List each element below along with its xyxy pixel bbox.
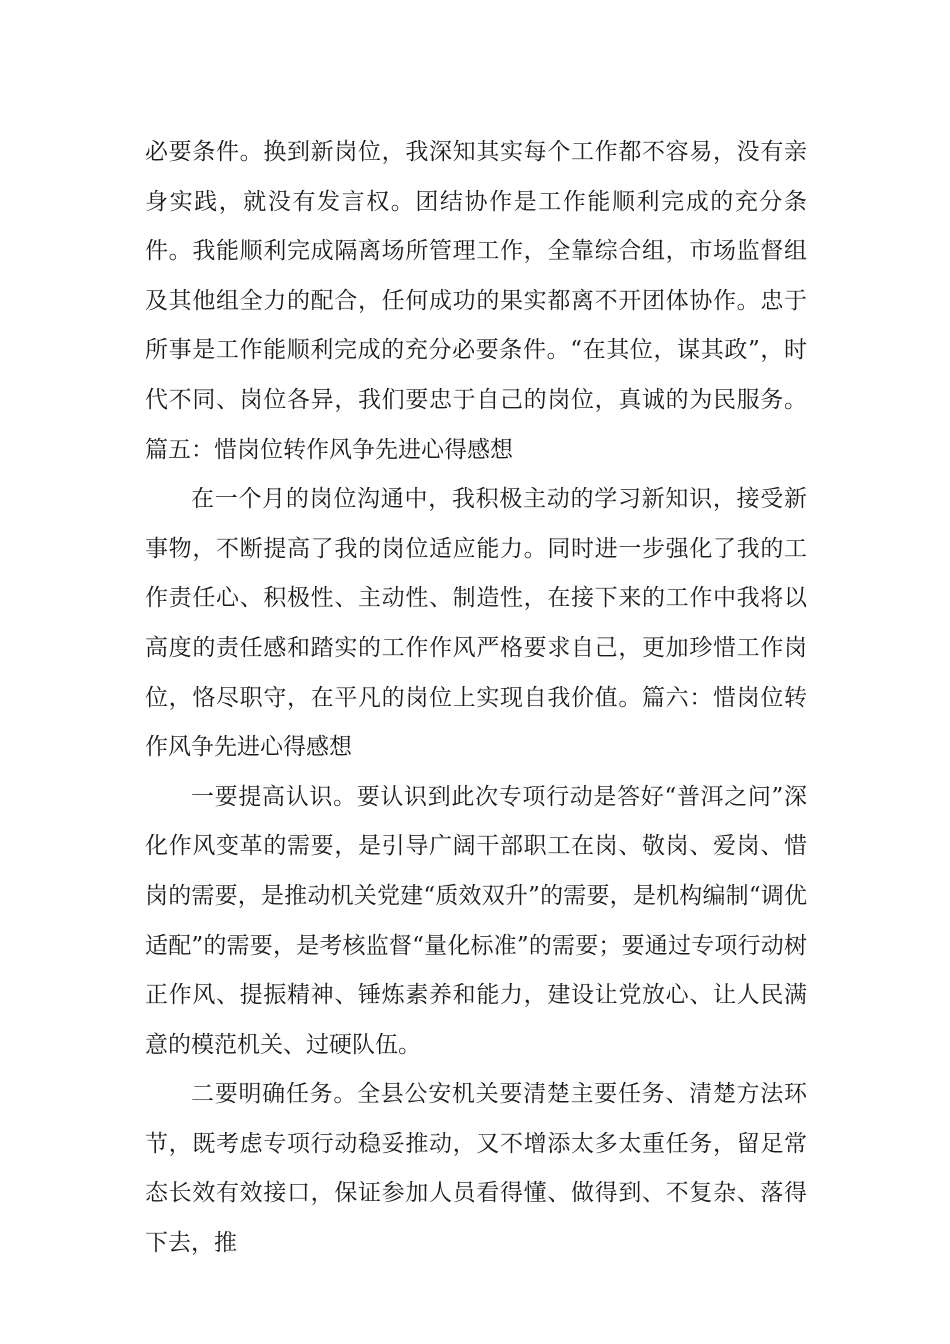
document-body bbox=[145, 128, 807, 1269]
paragraph-3: 一要提高认识。要认识到此次专项行动是答好“普洱之问”深化作风变革的需要，是引导广阔干部职工在岗、敬岗、爱岗、惜岗的需要，是推动机关党建“质效双升”的需要，是机构编制“调优适配”的需要，是考核监督“量化标准”的需要；要通过专项行动树正作风、提振精神、锤炼素养和能力，建设让党放心、让人民满意的模范机关、过硬队伍。 bbox=[145, 783, 807, 1058]
paragraph-2: 在一个月的岗位沟通中，我积极主动的学习新知识，接受新事物，不断提高了我的岗位适应能力。同时进一步强化了我的工作责任心、积极性、主动性、制造性，在接下来的工作中我将以高度的责任感和踏实的工作作风严格要求自己，更加珍惜工作岗位，恪尽职守，在平凡的岗位上实现自我价值。篇六：惜岗位转作风争先进心得感想 bbox=[145, 486, 807, 761]
paragraph-1: 必要条件。换到新岗位，我深知其实每个工作都不容易，没有亲身实践，就没有发言权。团结协作是工作能顺利完成的充分条件。我能顺利完成隔离场所管理工作，全靠综合组，市场监督组及其他组全力的配合，任何成功的果实都离不开团体协作。忠于所事是工作能顺利完成的充分必要条件。“在其位，谋其政”，时代不同、岗位各异，我们要忠于自己的岗位，真诚的为民服务。篇五：惜岗位转作风争先进心得感想 bbox=[145, 139, 807, 463]
paragraph-4: 二要明确任务。全县公安机关要清楚主要任务、清楚方法环节，既考虑专项行动稳妥推动，又不增添太多太重任务，留足常态长效有效接口，保证参加人员看得懂、做得到、不复杂、落得下去，推 bbox=[145, 1081, 807, 1257]
